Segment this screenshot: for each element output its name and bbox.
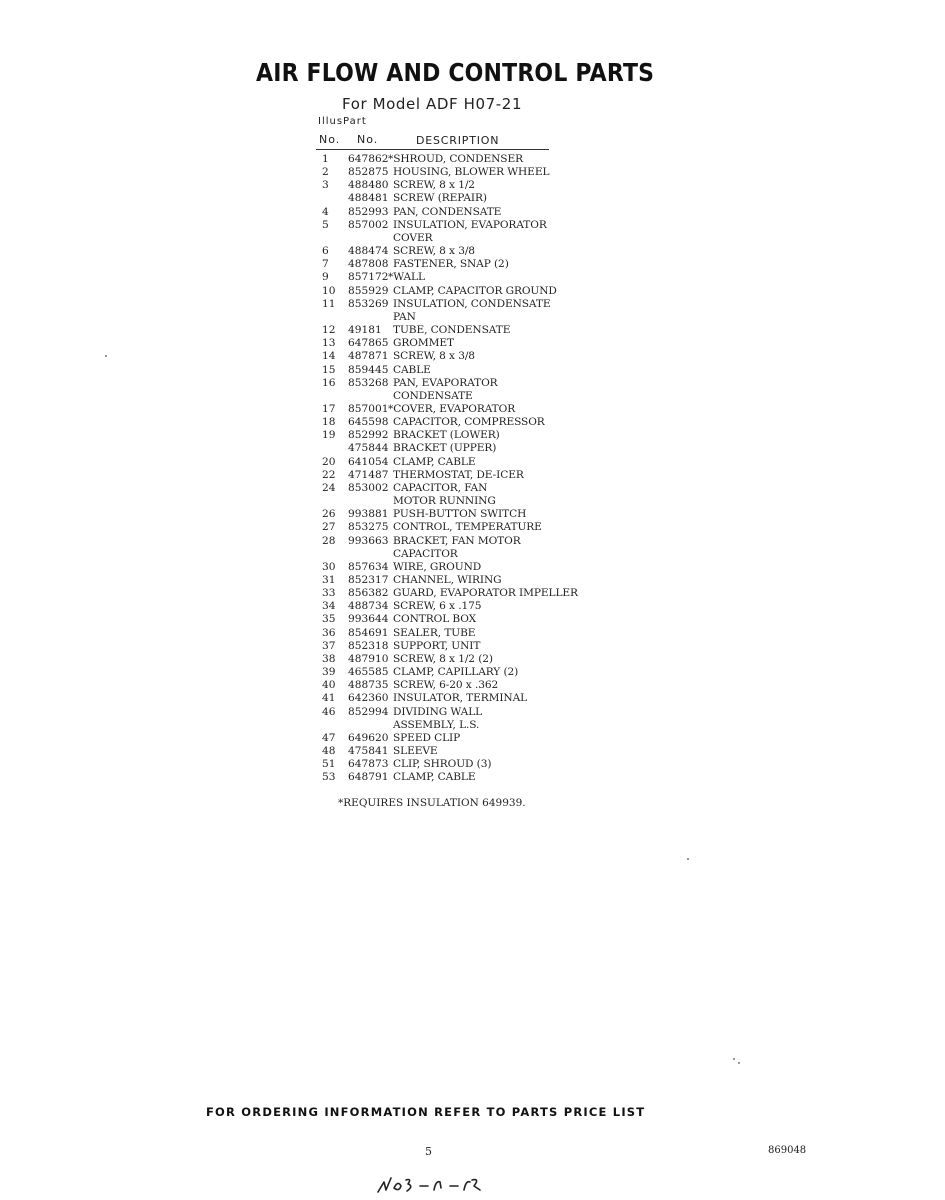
part-number: 642360 xyxy=(348,692,389,705)
part-number: 852318 xyxy=(348,639,389,652)
part-number xyxy=(348,719,393,732)
part-number: 852875 xyxy=(348,166,389,179)
illus-number xyxy=(316,548,348,561)
illus-number: 3 xyxy=(322,179,329,192)
part-number: 993644 xyxy=(348,613,389,626)
parts-row xyxy=(316,561,596,574)
part-number: 488734 xyxy=(348,600,389,613)
parts-row xyxy=(316,640,596,653)
part-number: 856382 xyxy=(348,587,389,600)
part-description: PAN, CONDENSATE xyxy=(393,205,502,218)
part-description: *COVER, EVAPORATOR xyxy=(388,402,516,415)
parts-row xyxy=(316,495,596,508)
part-description: CABLE xyxy=(393,363,431,376)
illus-number: 38 xyxy=(322,652,336,665)
parts-row xyxy=(316,179,596,192)
part-number: 487910 xyxy=(348,652,389,665)
part-number: 853002 xyxy=(348,481,389,494)
parts-row xyxy=(316,337,596,350)
part-description: DIVIDING WALL xyxy=(393,705,483,718)
parts-row xyxy=(316,258,596,271)
parts-row xyxy=(316,679,596,692)
part-number: 857001 xyxy=(348,402,389,415)
illus-number: 34 xyxy=(322,600,336,613)
illus-number: 13 xyxy=(322,337,336,350)
illus-number: 46 xyxy=(322,705,336,718)
illus-number: 28 xyxy=(322,534,336,547)
illus-number xyxy=(316,311,348,324)
parts-row xyxy=(316,364,596,377)
header-description: DESCRIPTION xyxy=(416,134,500,147)
illus-number: 19 xyxy=(322,429,336,442)
illus-number: 6 xyxy=(322,245,329,258)
illus-number xyxy=(316,442,348,455)
part-number: 488480 xyxy=(348,179,389,192)
parts-row xyxy=(316,548,596,561)
illus-number: 10 xyxy=(322,284,336,297)
part-description: INSULATOR, TERMINAL xyxy=(393,692,528,705)
part-description: THERMOSTAT, DE-ICER xyxy=(393,468,524,481)
page-title: AIR FLOW AND CONTROL PARTS xyxy=(256,58,655,87)
part-description: SCREW, 8 x 1/2 xyxy=(393,179,475,192)
ordering-note: FOR ORDERING INFORMATION REFER TO PARTS PRICE LIST xyxy=(206,1105,646,1119)
part-description: SCREW, 8 x 3/8 xyxy=(393,245,475,258)
illus-number: 33 xyxy=(322,587,336,600)
part-number: 647873 xyxy=(348,758,389,771)
illus-number: 27 xyxy=(322,521,336,534)
part-number: 487808 xyxy=(348,258,389,271)
parts-list xyxy=(316,153,596,785)
part-description: BRACKET (LOWER) xyxy=(393,429,500,442)
part-number: 645598 xyxy=(348,416,389,429)
part-description: INSULATION, EVAPORATOR xyxy=(393,218,547,231)
illus-number: 17 xyxy=(322,402,336,415)
illus-number: 37 xyxy=(322,639,336,652)
parts-row xyxy=(316,416,596,429)
illus-number: 20 xyxy=(322,455,336,468)
parts-row xyxy=(316,429,596,442)
parts-row xyxy=(316,403,596,416)
part-description: CLAMP, CAPACITOR GROUND xyxy=(393,284,557,297)
part-description: BRACKET (UPPER) xyxy=(393,442,497,455)
part-description: WIRE, GROUND xyxy=(393,560,482,573)
part-number xyxy=(348,232,393,245)
parts-row xyxy=(316,666,596,679)
parts-row xyxy=(316,442,596,455)
part-description: SLEEVE xyxy=(393,745,438,758)
part-description: BRACKET, FAN MOTOR xyxy=(393,534,521,547)
parts-row xyxy=(316,311,596,324)
parts-row xyxy=(316,219,596,232)
parts-row xyxy=(316,271,596,284)
part-number: 465585 xyxy=(348,666,389,679)
illus-number: 30 xyxy=(322,560,336,573)
part-description: PAN xyxy=(393,310,416,323)
illus-number: 40 xyxy=(322,679,336,692)
part-description: CONTROL, TEMPERATURE xyxy=(393,521,542,534)
parts-row xyxy=(316,692,596,705)
part-number: 852992 xyxy=(348,429,389,442)
part-description: *SHROUD, CONDENSER xyxy=(388,153,523,165)
part-description: INSULATION, CONDENSATE xyxy=(393,297,551,310)
part-number xyxy=(348,548,393,561)
part-description: SEALER, TUBE xyxy=(393,626,476,639)
part-description: *WALL xyxy=(388,271,425,284)
illus-number: 11 xyxy=(322,297,336,310)
illus-number: 4 xyxy=(322,205,329,218)
part-number: 855929 xyxy=(348,284,389,297)
part-number: 471487 xyxy=(348,468,389,481)
part-number: 853268 xyxy=(348,376,389,389)
parts-row xyxy=(316,613,596,626)
illus-number: 26 xyxy=(322,508,336,521)
parts-row xyxy=(316,377,596,390)
header-part: Part xyxy=(343,116,367,127)
part-number: 993881 xyxy=(348,508,389,521)
part-number: 853275 xyxy=(348,521,389,534)
parts-row xyxy=(316,508,596,521)
part-description: CLAMP, CABLE xyxy=(393,455,476,468)
header-rule xyxy=(316,149,549,150)
illus-number: 14 xyxy=(322,350,336,363)
illus-number xyxy=(316,192,348,205)
part-number: 49181 xyxy=(348,324,382,337)
illus-number xyxy=(316,390,348,403)
part-description: ASSEMBLY, L.S. xyxy=(393,718,480,731)
part-description: CLAMP, CABLE xyxy=(393,771,476,784)
part-description: SCREW, 6-20 x .362 xyxy=(393,679,499,692)
parts-row xyxy=(316,469,596,482)
part-number: 647862 xyxy=(348,153,389,165)
illus-number: 35 xyxy=(322,613,336,626)
part-description: SCREW, 8 x 1/2 (2) xyxy=(393,652,493,665)
part-description: TUBE, CONDENSATE xyxy=(393,324,511,337)
part-description: SCREW (REPAIR) xyxy=(393,192,487,205)
parts-row xyxy=(316,706,596,719)
parts-row xyxy=(316,535,596,548)
part-number: 487871 xyxy=(348,350,389,363)
parts-row xyxy=(316,521,596,534)
part-number: 488474 xyxy=(348,245,389,258)
part-description: HOUSING, BLOWER WHEEL xyxy=(393,166,550,179)
illus-number: 16 xyxy=(322,376,336,389)
part-number: 852994 xyxy=(348,705,389,718)
part-number: 993663 xyxy=(348,534,389,547)
part-description: CLIP, SHROUD (3) xyxy=(393,758,492,771)
parts-row xyxy=(316,245,596,258)
parts-row xyxy=(316,298,596,311)
parts-row xyxy=(316,482,596,495)
illus-number: 36 xyxy=(322,626,336,639)
illus-number: 5 xyxy=(322,218,329,231)
illus-number: 2 xyxy=(322,166,329,179)
part-number: 852993 xyxy=(348,205,389,218)
part-number: 854691 xyxy=(348,626,389,639)
part-number: 857002 xyxy=(348,218,389,231)
part-description: GUARD, EVAPORATOR IMPELLER xyxy=(393,587,578,600)
part-description: CAPACITOR xyxy=(393,547,458,560)
part-number: 641054 xyxy=(348,455,389,468)
parts-row xyxy=(316,653,596,666)
header-part-no: No. xyxy=(357,133,379,146)
part-description: GROMMET xyxy=(393,337,454,350)
part-description: COVER xyxy=(393,231,433,244)
parts-row xyxy=(316,758,596,771)
parts-row xyxy=(316,574,596,587)
parts-row xyxy=(316,745,596,758)
parts-row xyxy=(316,732,596,745)
part-number: 475844 xyxy=(348,442,389,455)
part-description: PAN, EVAPORATOR xyxy=(393,376,498,389)
parts-row xyxy=(316,600,596,613)
illus-number: 18 xyxy=(322,416,336,429)
part-description: SCREW, 8 x 3/8 xyxy=(393,350,475,363)
parts-row xyxy=(316,285,596,298)
illus-number: 31 xyxy=(322,574,336,586)
part-number: 488735 xyxy=(348,679,389,692)
part-number: 857634 xyxy=(348,560,389,573)
parts-row xyxy=(316,232,596,245)
illus-number: 22 xyxy=(322,468,336,481)
scan-speck xyxy=(105,355,107,357)
document-number: 869048 xyxy=(768,1145,807,1156)
part-number xyxy=(348,495,393,508)
parts-row xyxy=(316,206,596,219)
part-description: CAPACITOR, FAN xyxy=(393,481,488,494)
illus-number xyxy=(316,719,348,732)
page-number: 5 xyxy=(425,1145,432,1158)
part-number xyxy=(348,311,393,324)
part-number: 852317 xyxy=(348,574,389,586)
illus-number: 41 xyxy=(322,692,336,705)
parts-row xyxy=(316,587,596,600)
part-number xyxy=(348,390,393,403)
parts-row xyxy=(316,390,596,403)
part-description: CAPACITOR, COMPRESSOR xyxy=(393,416,545,429)
illus-number: 51 xyxy=(322,758,336,771)
parts-row xyxy=(316,192,596,205)
illus-number: 47 xyxy=(322,731,336,744)
parts-row xyxy=(316,166,596,179)
part-description: CONDENSATE xyxy=(393,389,473,402)
part-description: CLAMP, CAPILLARY (2) xyxy=(393,666,519,679)
illus-number: 39 xyxy=(322,666,336,679)
part-number: 475841 xyxy=(348,745,389,758)
footnote: *REQUIRES INSULATION 649939. xyxy=(338,797,526,809)
part-description: SCREW, 6 x .175 xyxy=(393,600,482,613)
part-number: 649620 xyxy=(348,731,389,744)
part-description: CONTROL BOX xyxy=(393,613,477,626)
scan-speck xyxy=(738,1062,740,1064)
part-number: 857172 xyxy=(348,271,389,284)
part-description: SUPPORT, UNIT xyxy=(393,639,481,652)
illus-number: 7 xyxy=(322,258,329,271)
parts-row xyxy=(316,719,596,732)
illus-number: 24 xyxy=(322,481,336,494)
illus-number xyxy=(316,495,348,508)
part-number: 859445 xyxy=(348,363,389,376)
handwritten-mark xyxy=(374,1170,486,1198)
parts-row xyxy=(316,456,596,469)
part-description: PUSH-BUTTON SWITCH xyxy=(393,508,527,521)
illus-number: 12 xyxy=(322,324,336,337)
illus-number: 15 xyxy=(322,363,336,376)
parts-row xyxy=(316,350,596,363)
part-description: FASTENER, SNAP (2) xyxy=(393,258,509,271)
scan-speck xyxy=(733,1058,735,1060)
parts-row xyxy=(316,627,596,640)
model-subtitle: For Model ADF H07-21 xyxy=(342,95,523,113)
parts-row xyxy=(316,771,596,784)
illus-number: 48 xyxy=(322,745,336,758)
illus-number xyxy=(316,232,348,245)
part-number: 853269 xyxy=(348,297,389,310)
part-number: 488481 xyxy=(348,192,389,205)
part-number: 647865 xyxy=(348,337,389,350)
part-description: SPEED CLIP xyxy=(393,731,461,744)
header-illus-no: No. xyxy=(319,133,341,146)
part-description: MOTOR RUNNING xyxy=(393,495,496,508)
scan-speck xyxy=(687,858,689,860)
parts-row xyxy=(316,153,596,166)
header-illus: Illus. xyxy=(318,116,348,127)
parts-row xyxy=(316,324,596,337)
part-number: 648791 xyxy=(348,771,389,784)
illus-number: 9 xyxy=(322,271,329,284)
part-description: CHANNEL, WIRING xyxy=(393,574,502,586)
illus-number: 53 xyxy=(322,771,336,784)
illus-number: 1 xyxy=(322,153,329,165)
